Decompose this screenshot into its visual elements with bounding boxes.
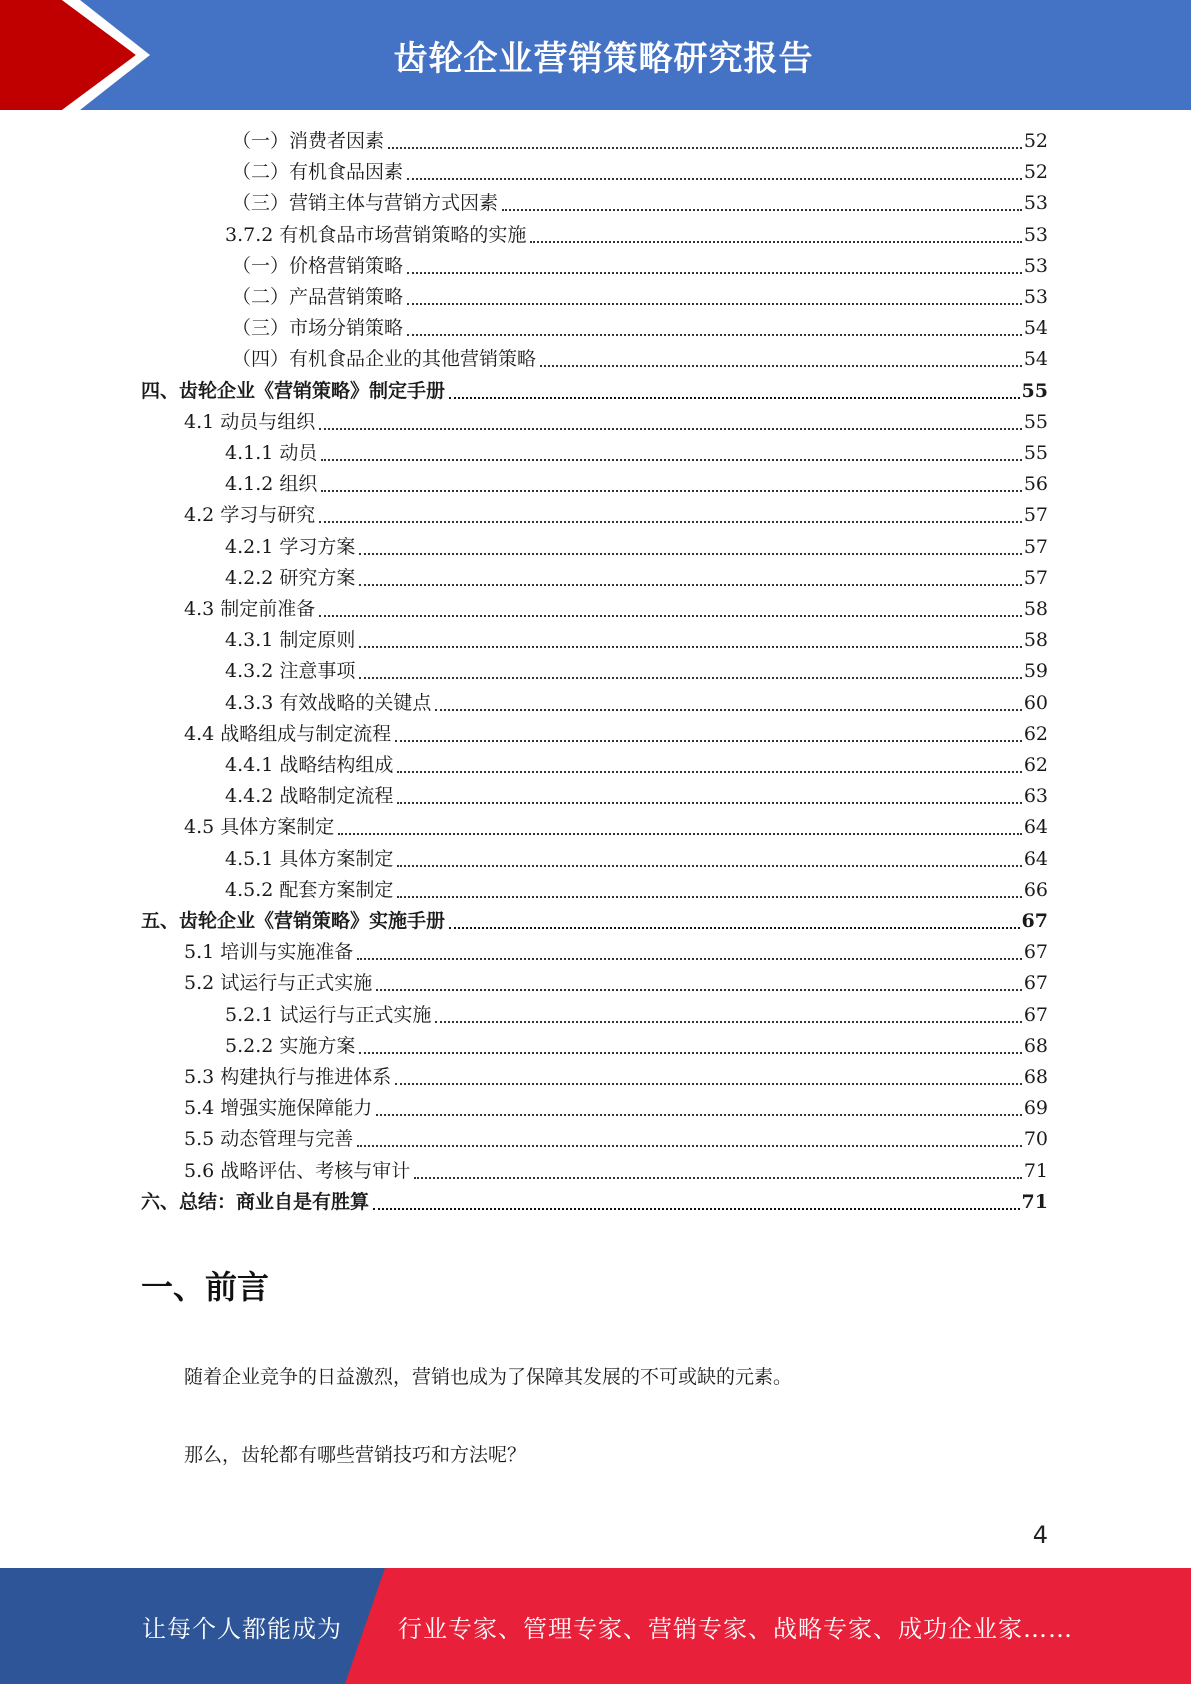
toc-leader-dots — [407, 148, 1022, 180]
toc-entry-title: 5.2.2 实施方案 — [225, 1034, 356, 1057]
toc-leader-dots — [357, 928, 1022, 960]
toc-entry-page: 66 — [1023, 878, 1048, 901]
toc-entry-title: （一）消费者因素 — [232, 130, 385, 152]
toc-entry-title: 4.1.1 动员 — [225, 442, 318, 464]
toc-entry-title: 5.4 增强实施保障能力 — [184, 1097, 373, 1120]
toc-entry-page: 64 — [1023, 816, 1048, 839]
toc-leader-dots — [414, 1147, 1022, 1179]
toc-entry-page: 53 — [1023, 223, 1048, 246]
toc-entry-page: 56 — [1023, 473, 1048, 496]
toc-leader-dots — [373, 1178, 1020, 1210]
toc-leader-dots — [540, 335, 1022, 367]
toc-leader-dots — [359, 554, 1021, 586]
toc-leader-dots — [502, 179, 1022, 211]
toc-entry-page: 70 — [1023, 1128, 1048, 1151]
page-footer — [0, 1568, 1191, 1684]
toc-entry-page: 58 — [1023, 598, 1048, 620]
toc-leader-dots — [407, 242, 1022, 274]
toc-entry-title: 4.5.1 具体方案制定 — [225, 847, 394, 870]
toc-leader-dots — [359, 1022, 1021, 1054]
toc-entry-page: 58 — [1023, 629, 1048, 652]
toc-leader-dots — [395, 1053, 1022, 1085]
toc-leader-dots — [397, 772, 1021, 804]
toc-entry-title: 5.2 试运行与正式实施 — [184, 972, 373, 995]
toc-entry-page: 57 — [1023, 566, 1048, 589]
toc-entry-title: 4.2 学习与研究 — [184, 504, 316, 527]
toc-entry-title: 4.4.2 战略制定流程 — [225, 785, 394, 808]
toc-entry-title: 4.3.1 制定原则 — [225, 629, 356, 652]
toc-entry-page: 52 — [1023, 130, 1048, 152]
footer-slogan-right: 行业专家、管理专家、营销专家、战略专家、成功企业家…… — [398, 1614, 1073, 1643]
toc-entry-title: 4.4.1 战略结构组成 — [225, 754, 394, 776]
toc-leader-dots — [359, 647, 1021, 679]
toc-leader-dots — [357, 1115, 1022, 1147]
toc-entry-title: 五、齿轮企业《营销策略》实施手册 — [141, 910, 446, 932]
toc-leader-dots — [319, 585, 1022, 617]
toc-leader-dots — [359, 616, 1021, 648]
toc-entry-page: 68 — [1023, 1066, 1048, 1088]
toc-entry-page: 68 — [1023, 1034, 1048, 1057]
toc-entry-title: 4.1.2 组织 — [225, 473, 318, 496]
toc-leader-dots — [376, 1084, 1022, 1116]
toc-entry-page: 63 — [1023, 785, 1048, 808]
toc-entry-title: 5.3 构建执行与推进体系 — [184, 1066, 392, 1088]
toc-entry-title: （二）有机食品因素 — [232, 161, 404, 184]
toc-entry-page: 71 — [1021, 1190, 1048, 1213]
toc-leader-dots — [407, 304, 1022, 336]
toc-entry-title: 5.6 战略评估、考核与审计 — [184, 1159, 411, 1182]
toc-entry-page: 57 — [1023, 504, 1048, 527]
toc-leader-dots — [321, 460, 1021, 492]
toc-leader-dots — [376, 959, 1022, 991]
toc-entry-page: 64 — [1023, 847, 1048, 870]
toc-leader-dots — [397, 866, 1021, 898]
toc-leader-dots — [530, 211, 1021, 243]
toc-entry-title: 4.5 具体方案制定 — [184, 816, 335, 839]
toc-entry-title: 4.2.2 研究方案 — [225, 566, 356, 589]
toc-entry-title: （三）营销主体与营销方式因素 — [232, 192, 499, 215]
toc-entry-page: 67 — [1023, 941, 1048, 964]
toc-entry-title: 4.3.2 注意事项 — [225, 660, 356, 683]
toc-leader-dots — [359, 523, 1021, 555]
toc-entry-title: 4.2.1 学习方案 — [225, 535, 356, 558]
toc-entry-page: 53 — [1023, 286, 1048, 308]
toc-entry-title: （三）市场分销策略 — [232, 317, 404, 340]
toc-entry-page: 62 — [1023, 722, 1048, 745]
toc-entry-title: 四、齿轮企业《营销策略》制定手册 — [141, 379, 446, 402]
toc-entry-page: 60 — [1023, 691, 1048, 714]
toc-leader-dots — [397, 835, 1021, 867]
toc-entry-page: 52 — [1023, 161, 1048, 184]
toc-entry-title: 4.5.2 配套方案制定 — [225, 878, 394, 901]
toc-entry-title: 4.3.3 有效战略的关键点 — [225, 691, 432, 714]
toc-entry-title: （一）价格营销策略 — [232, 254, 404, 277]
toc-entry-title: （二）产品营销策略 — [232, 286, 404, 308]
toc-entry-title: 4.1 动员与组织 — [184, 410, 316, 433]
toc-entry-page: 59 — [1023, 660, 1048, 683]
toc-leader-dots — [449, 897, 1020, 929]
toc-leader-dots — [435, 991, 1021, 1023]
toc-entry-page: 67 — [1023, 972, 1048, 995]
paragraph: 那么，齿轮都有哪些营销技巧和方法呢？ — [184, 1444, 527, 1466]
toc-entry-title: （四）有机食品企业的其他营销策略 — [232, 348, 537, 371]
toc-leader-dots — [388, 117, 1022, 149]
toc-entry-page: 67 — [1021, 910, 1048, 932]
toc-entry-title: 5.5 动态管理与完善 — [184, 1128, 354, 1151]
page-number: 4 — [1032, 1521, 1048, 1549]
toc-leader-dots — [397, 741, 1021, 773]
toc-entry-title: 5.2.1 试运行与正式实施 — [225, 1003, 432, 1026]
toc-leader-dots — [338, 803, 1022, 835]
toc-entry-title: 4.4 战略组成与制定流程 — [184, 722, 392, 745]
toc-leader-dots — [321, 429, 1021, 461]
toc-entry-page: 53 — [1023, 254, 1048, 277]
toc-entry-title: 5.1 培训与实施准备 — [184, 941, 354, 964]
toc-entry-page: 55 — [1021, 379, 1048, 402]
toc-entry-title: 3.7.2 有机食品市场营销策略的实施 — [225, 223, 527, 246]
toc-entry-page: 69 — [1023, 1097, 1048, 1120]
document-title: 齿轮企业营销策略研究报告 — [393, 38, 814, 79]
toc-entry-page: 71 — [1023, 1159, 1048, 1182]
toc-leader-dots — [435, 679, 1021, 711]
toc-leader-dots — [319, 491, 1022, 523]
toc-entry-page: 67 — [1023, 1003, 1048, 1026]
toc-entry-title: 4.3 制定前准备 — [184, 598, 316, 620]
toc-entry-page: 57 — [1023, 535, 1048, 558]
toc-entry-page: 54 — [1023, 317, 1048, 340]
toc-entry-page: 54 — [1023, 348, 1048, 371]
toc-entry[interactable] — [141, 1187, 1048, 1217]
toc-leader-dots — [449, 367, 1020, 399]
page-header — [0, 0, 1191, 110]
toc-entry-title: 六、总结：商业自是有胜算 — [141, 1190, 370, 1213]
footer-slogan-left: 让每个人都能成为 — [142, 1614, 342, 1643]
toc-leader-dots — [395, 710, 1022, 742]
toc-leader-dots — [319, 398, 1022, 430]
paragraph: 随着企业竞争的日益激烈，营销也成为了保障其发展的不可或缺的元素。 — [184, 1366, 793, 1388]
toc-entry-page: 55 — [1023, 410, 1048, 433]
toc-leader-dots — [407, 273, 1022, 305]
toc-entry-page: 62 — [1023, 754, 1048, 776]
toc-entry-page: 53 — [1023, 192, 1048, 215]
section-heading: 一、前言 — [141, 1268, 270, 1306]
toc-entry-page: 55 — [1023, 442, 1048, 464]
